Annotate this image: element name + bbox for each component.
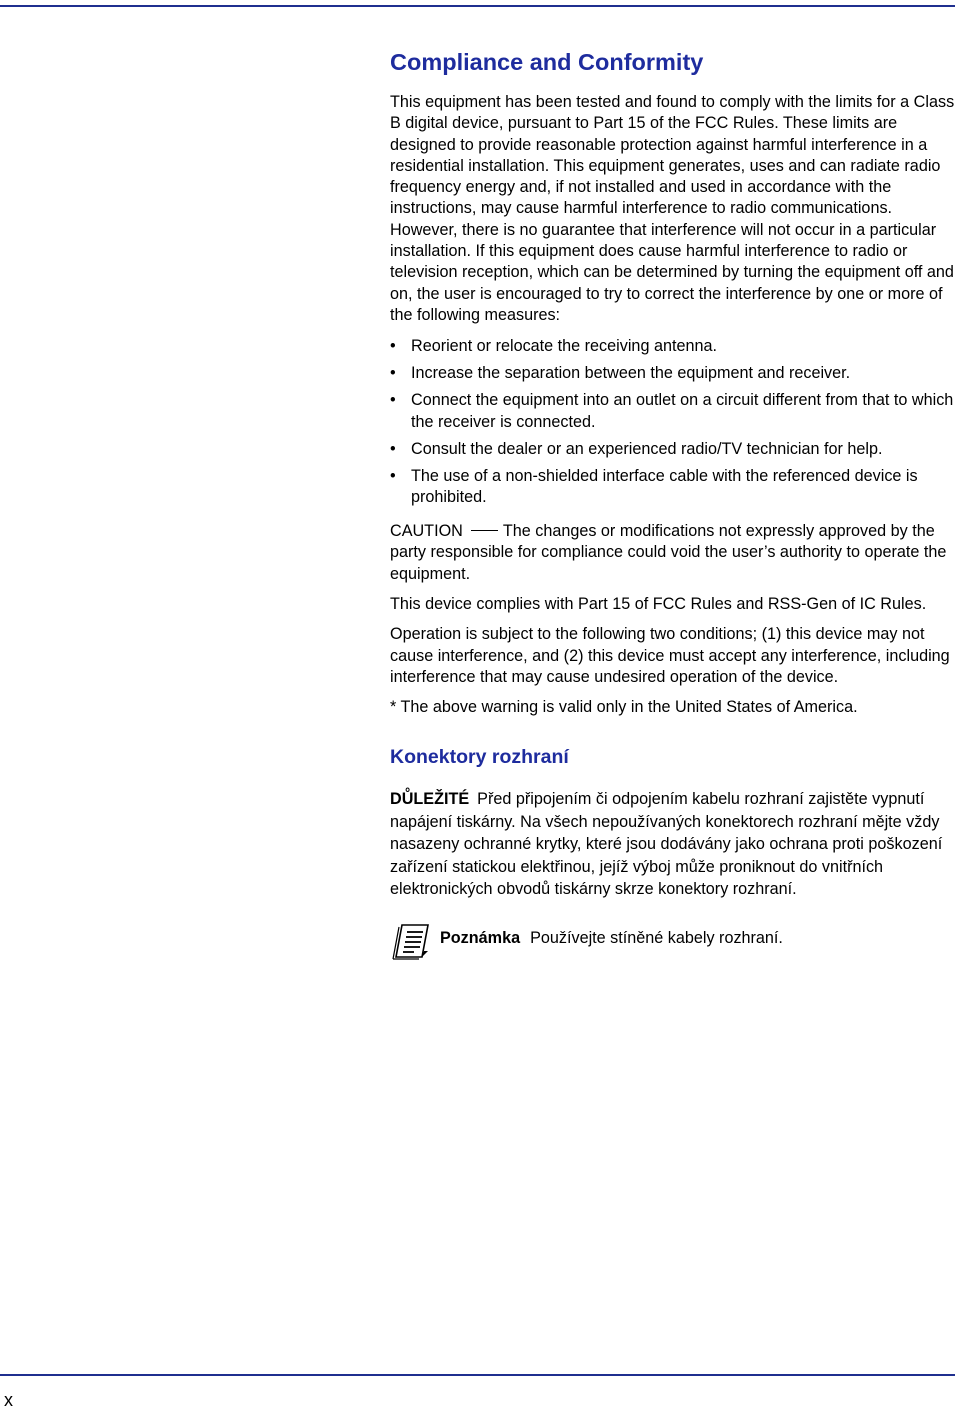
list-item (390, 439, 956, 460)
bullet-glyph: • (390, 337, 396, 356)
fcc-statement: This device complies with Part 15 of FCC Rules and RSS-Gen of IC Rules. (390, 594, 927, 613)
note-block (390, 927, 956, 961)
note-text: Používejte stíněné kabely rozhraní. (530, 928, 783, 947)
caution-paragraph (390, 521, 956, 585)
fcc-intro-paragraph: This equipment has been tested and found to comply with the limits for a Class B digital device, pursuant to Part 15 of the FCC Rules. These limits are designed to provide reasonable protection against harmful interference in a residential installation. This equipment generates, uses and can radiate radio frequency energy and, if not installed and used in accordance with the instructions, may cause harmful interference to radio communications. However, there is no guarantee that interference will not occur in a particular installation. If this equipment does cause harmful interference to radio or television reception, which can be determined by turning the equipment off and on, the user is encouraged to try to correct the interference by one or more of the following measures: (390, 93, 955, 324)
bullet-glyph: • (390, 364, 396, 383)
page-content (390, 46, 956, 961)
section-title-compliance: Compliance and Conformity (390, 49, 704, 75)
bullet-glyph: • (390, 439, 396, 458)
caution-label: CAUTION (390, 522, 463, 541)
operation-statement: Operation is subject to the following two conditions; (1) this device may not cause interference, and (2) this device must accept any interference, including interference that may cause undesired operation of the device. (390, 625, 950, 686)
bullet-glyph: • (390, 466, 396, 485)
bullet-glyph: • (390, 391, 396, 410)
page-number: x (4, 1390, 13, 1410)
caution-text: The changes or modifications not expressly approved by the party responsible for compliance could void the user’s authority to operate the equipment. (390, 522, 947, 583)
list-item (390, 466, 956, 509)
measures-list (390, 336, 956, 508)
list-item-text: Reorient or relocate the receiving antenna. (411, 337, 717, 356)
caution-dash (471, 530, 498, 531)
important-block (390, 788, 956, 901)
list-item-text: Increase the separation between the equipment and receiver. (411, 364, 851, 383)
list-item (390, 390, 956, 433)
important-label: DŮLEŽITÉ (390, 790, 470, 809)
note-text-block (440, 927, 783, 949)
note-label: Poznámka (440, 928, 521, 947)
section-title-connectors: Konektory rozhraní (390, 746, 569, 769)
us-warning-note: * The above warning is valid only in the United States of America. (390, 698, 858, 717)
note-paper-icon (390, 921, 432, 961)
list-item (390, 363, 956, 384)
list-item (390, 336, 956, 357)
list-item-text: The use of a non-shielded interface cable with the referenced device is prohibited. (411, 466, 918, 506)
list-item-text: Connect the equipment into an outlet on a circuit different from that to which the receiver is connected. (411, 391, 954, 431)
bottom-rule (0, 1374, 955, 1376)
important-text: Před připojením či odpojením kabelu rozhraní zajistěte vypnutí napájení tiskárny. Na všech nepoužívaných konektorech rozhraní mějte vždy nasazeny ochranné krytky, které jsou dodávány jako ochrana proti poškození zařízení statickou elektřinou, jejíž výboj může proniknout do vnitřních elektronických obvodů tiskárny skrze konektory rozhraní. (390, 790, 943, 899)
top-rule (0, 5, 955, 7)
list-item-text: Consult the dealer or an experienced radio/TV technician for help. (411, 439, 883, 458)
